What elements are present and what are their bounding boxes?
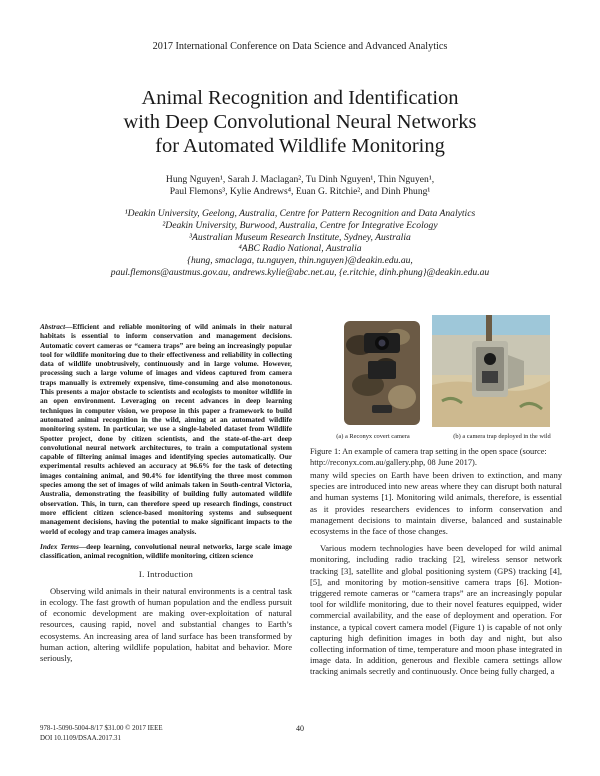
left-column <box>40 322 292 664</box>
intro-paragraph-left: Observing wild animals in their natural environments is a central task in ecology. The fast growth of human population and the endless pursuit of economic development are making over-exploitation of natural resources, causing rapid, novel and substantial changes to Earth’s ecosystems. An increasing area of land surface has been transformed by human action, altering wildlife population, habitat and behavior. More seriously, <box>40 585 292 663</box>
authors <box>40 174 560 198</box>
authors-line: Paul Flemons³, Kylie Andrews⁴, Euan G. Ritchie², and Dinh Phung¹ <box>169 186 431 197</box>
section-heading: I. Introduction <box>138 569 194 580</box>
email-line: paul.flemons@austmus.gov.au, andrews.kylie@abc.net.au, {e.ritchie, dinh.phung}@deakin.edu.au <box>110 266 490 278</box>
reconyx-camera-image <box>338 315 426 427</box>
deployed-camera-trap-image <box>432 315 550 427</box>
affiliation-line: ⁴ABC Radio National, Australia <box>238 243 362 255</box>
figure-1 <box>310 313 572 467</box>
subcaption-b: (b) a camera trap deployed in the wild <box>453 433 551 440</box>
index-terms-lead: Index Terms <box>40 541 79 551</box>
authors-line: Hung Nguyen¹, Sarah J. Maclagan², Tu Dinh Nguyen¹, Thin Nguyen¹, <box>165 174 435 185</box>
index-terms <box>40 542 292 561</box>
title-line: with Deep Convolutional Neural Networks <box>123 111 477 133</box>
abstract-text: —Efficient and reliable monitoring of wild animals in their natural habitats is essential to inform conservation and management decisions. Automatic covert cameras or “camera traps” are being an increasingly popular tool for wildlife monitoring due to their effectiveness and reliability in collecting data of wildlife unobtrusively, continuously and in large volume. However, processing such a large volume of images and videos captured from camera traps manually is extremely expensive, time-consuming and also monotonous. This presents a major obstacle to scientists and ecologists to monitor wildlife in an open environment. Leveraging on recent advances in deep learning techniques in computer vision, we propose in this paper a framework to build automated animal recognition in the wild, aiming at an automated wildlife monitoring system. In particular, we use a single-labeled dataset from Wildlife Spotter project, done by citizen scientists, and the state-of-the-art deep convolutional neural network architectures, to train a computational system capable of filtering animal images and identifying species automatically. Our experimental results achieved an accuracy at 96.6% for the task of detecting images containing animal, and 90.4% for identifying the three most common species among the set of images of wild animals taken in South-central Victoria, Australia, demonstrating the feasibility of building fully automated wildlife observation. This, in turn, can therefore speed up research findings, construct more efficient citizen science-based monitoring systems and subsequent management decisions, having the potential to make significant impacts to the world of ecology and trap camera images analysis. <box>40 322 292 536</box>
affiliation-line: ³Australian Museum Research Institute, Sydney, Australia <box>189 231 411 243</box>
intro-paragraph-right-2: Various modern technologies have been developed for wild animal monitoring, including radio tracking [2], wireless sensor network tracking [3], satellite and global positioning system (GPS) tracking [4], [5], and monitoring by motion-sensitive camera traps [6]. Motion-triggered remote cameras or “camera traps” are an increasingly popular tool for wildlife monitoring, due to their novel features equipped, wider commercial availability, and the ease of deployment and operation. For instance, a typical covert camera model (Figure 1) is capable of not only capturing high definition images in both day and night, but also collecting information of time, temperature and moon phase integrated in image data. In addition, generous and flexible camera settings allow tracking animals secretly and continuously. Once being fully charged, a <box>310 543 562 677</box>
index-terms-text: —deep learning, convolutional neural networks, large scale image classification, animal recognition, wildlife monitoring, citizen science <box>40 541 292 561</box>
affiliations <box>20 208 580 279</box>
right-column <box>310 470 562 678</box>
subcaption-a: (a) a Reconyx covert camera <box>336 433 410 440</box>
affiliation-line: ¹Deakin University, Geelong, Australia, Centre for Pattern Recognition and Data Analytics <box>124 208 476 219</box>
affiliation-line: ²Deakin University, Burwood, Australia, Centre for Integrative Ecology <box>162 219 438 231</box>
title-line: Animal Recognition and Identification <box>141 87 459 109</box>
doi-line: DOI 10.1109/DSAA.2017.31 <box>40 734 121 742</box>
paper-title <box>60 86 540 158</box>
intro-paragraph-right-1: many wild species on Earth have been driven to extinction, and many species are introduced into new areas where they can disrupt both natural and human systems [1]. Monitoring wild animals, therefore, is essential as it provides researchers evidences to inform conservation and management decisions to maintain diverse, balanced and sustainable ecosystems in the face of those changes. <box>310 470 562 537</box>
abstract-lead: Abstract <box>40 322 66 331</box>
conference-header: 2017 International Conference on Data Science and Advanced Analytics <box>152 41 448 52</box>
email-line: {hung, smaclaga, tu.nguyen, thin.nguyen}@deakin.edu.au, <box>187 255 413 267</box>
isbn-line: 978-1-5090-5004-8/17 $31.00 © 2017 IEEE <box>40 725 163 732</box>
figure-caption: Figure 1: An example of camera trap setting in the open space (source: http://reconyx.com.au/gallery.php, 08 June 2017). <box>310 447 547 467</box>
title-line: for Automated Wildlife Monitoring <box>155 135 445 157</box>
page-number: 40 <box>296 724 304 733</box>
abstract <box>40 322 292 536</box>
